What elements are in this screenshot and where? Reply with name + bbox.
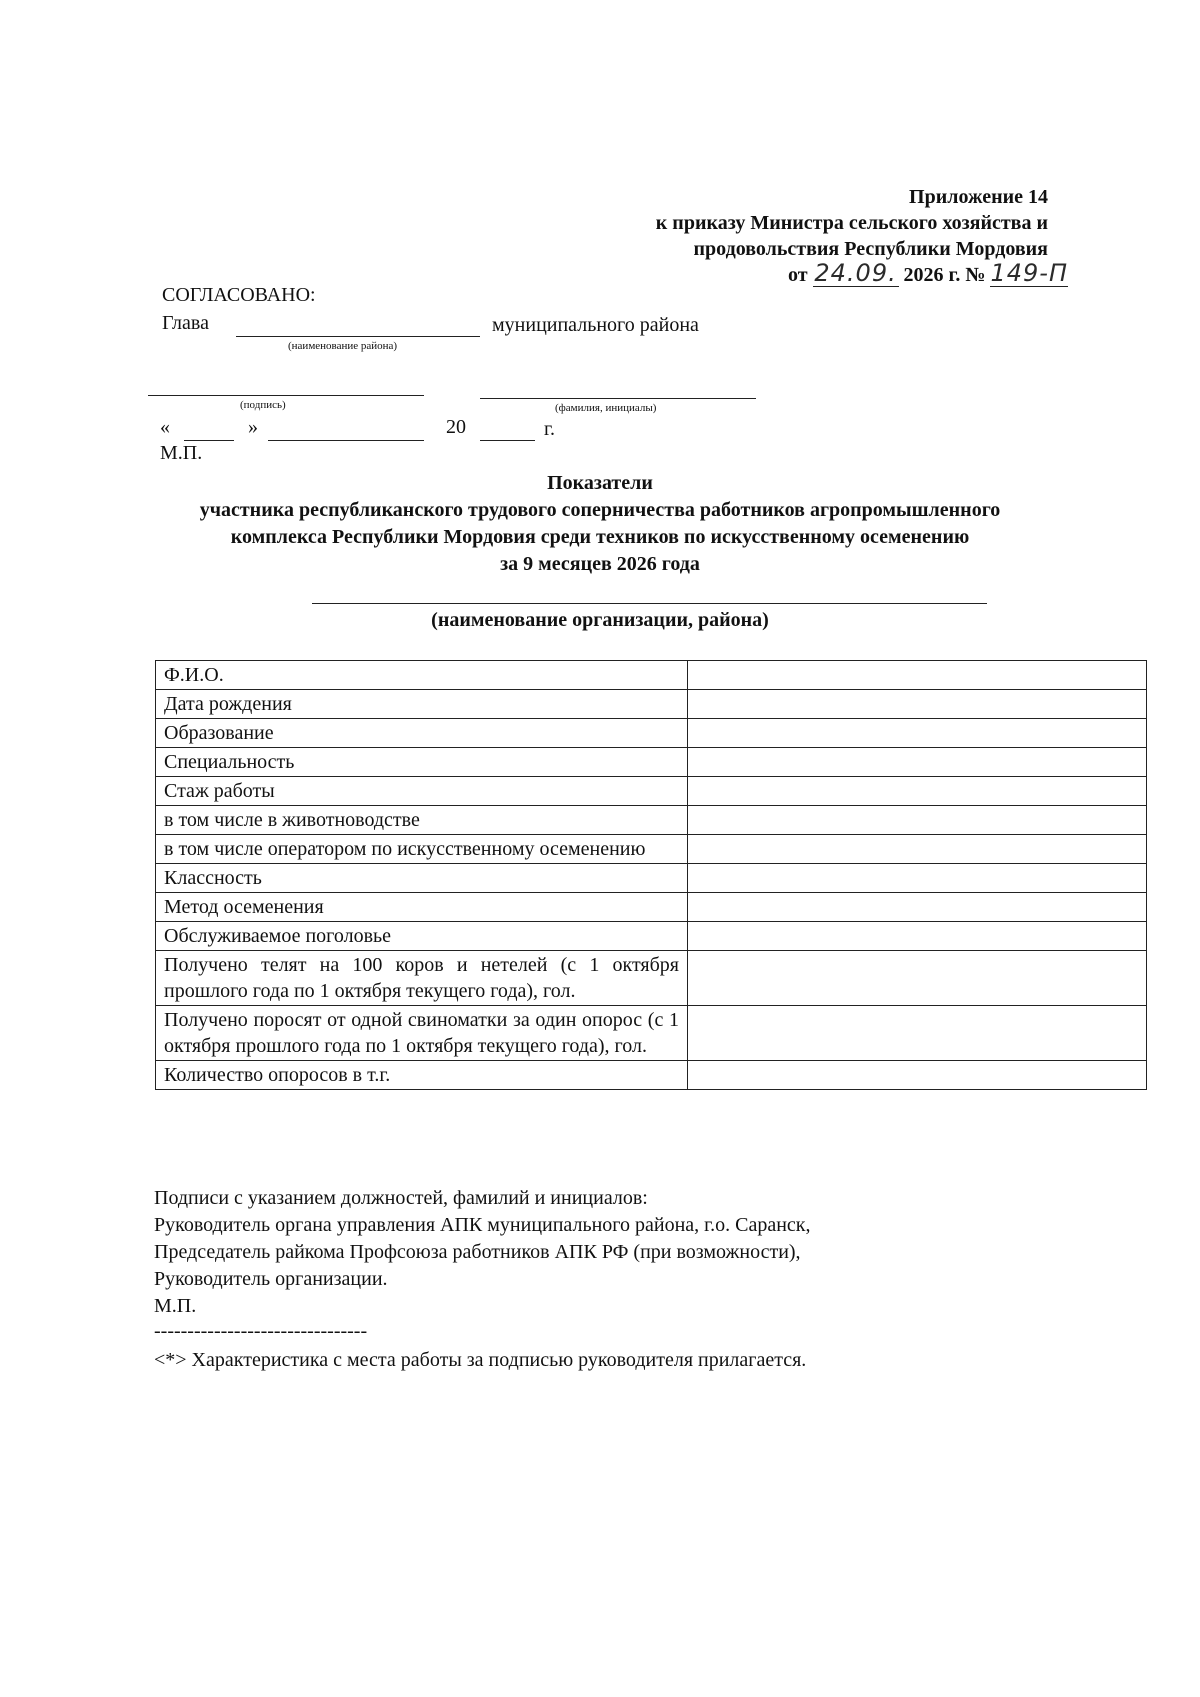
head-label: Глава	[162, 312, 209, 334]
table-row	[156, 806, 1147, 835]
row-value	[688, 951, 1147, 1006]
table-row	[156, 661, 1147, 690]
signature-line-1: Руководитель органа управления АПК муниципального района, г.о. Саранск,	[154, 1214, 811, 1236]
date-quote-open: «	[160, 416, 170, 438]
table-row	[156, 690, 1147, 719]
row-value	[688, 777, 1147, 806]
document-title: Показатели	[547, 472, 653, 494]
order-line-1: к приказу Министра сельского хозяйства и	[655, 212, 1048, 234]
row-label: Классность	[156, 864, 688, 893]
row-label: Образование	[156, 719, 688, 748]
document-subtitle-line-1: участника республиканского трудового соперничества работников агропромышленного	[199, 499, 1001, 521]
organization-name-line	[312, 603, 987, 604]
indicators-table	[155, 660, 1147, 1090]
approval-seal: М.П.	[160, 442, 203, 464]
row-label: в том числе оператором по искусственному осеменению	[156, 835, 688, 864]
row-label: Специальность	[156, 748, 688, 777]
order-year: 2026 г. №	[903, 264, 986, 286]
row-value	[688, 1006, 1147, 1061]
row-value	[688, 1061, 1147, 1090]
row-value	[688, 690, 1147, 719]
signature-caption: (подпись)	[240, 399, 286, 411]
district-suffix: муниципального района	[492, 314, 699, 336]
row-label: Стаж работы	[156, 777, 688, 806]
signature-line-2: Председатель райкома Профсоюза работников АПК РФ (при возможности),	[154, 1241, 801, 1263]
appendix-number: Приложение 14	[909, 186, 1048, 208]
table-row	[156, 922, 1147, 951]
row-label: Получено телят на 100 коров и нетелей (с 1 октября прошлого года по 1 октября текущего года), гол.	[156, 951, 688, 1006]
row-label: Обслуживаемое поголовье	[156, 922, 688, 951]
table-row	[156, 835, 1147, 864]
row-label: Ф.И.О.	[156, 661, 688, 690]
order-date-line	[788, 260, 1068, 288]
document-subtitle-line-2: комплекса Республики Мордовия среди техников по искусственному осеменению	[230, 526, 970, 548]
row-value	[688, 748, 1147, 777]
footnote: <*> Характеристика с места работы за подписью руководителя прилагается.	[154, 1349, 807, 1371]
row-value	[688, 893, 1147, 922]
table-row	[156, 777, 1147, 806]
district-name-line	[236, 336, 480, 337]
row-value	[688, 864, 1147, 893]
row-value	[688, 922, 1147, 951]
document-subtitle-line-3: за 9 месяцев 2026 года	[500, 553, 700, 575]
signatures-intro: Подписи с указанием должностей, фамилий и инициалов:	[154, 1187, 648, 1209]
date-day-line	[184, 440, 234, 441]
order-date-handwritten: 24.09.	[814, 259, 897, 287]
row-label: в том числе в животноводстве	[156, 806, 688, 835]
signature-line	[148, 395, 424, 396]
name-line	[480, 398, 756, 399]
row-value	[688, 719, 1147, 748]
row-value	[688, 661, 1147, 690]
table-row	[156, 1061, 1147, 1090]
table-row	[156, 951, 1147, 1006]
name-caption: (фамилия, инициалы)	[555, 402, 657, 414]
order-number-handwritten: 149-П	[990, 259, 1068, 287]
table-row	[156, 719, 1147, 748]
signature-line-3: Руководитель организации.	[154, 1268, 388, 1290]
row-value	[688, 835, 1147, 864]
date-month-line	[268, 440, 424, 441]
row-label: Количество опоросов в т.г.	[156, 1061, 688, 1090]
table-row	[156, 748, 1147, 777]
organization-caption: (наименование организации, района)	[431, 609, 769, 631]
row-label: Получено поросят от одной свиноматки за один опорос (с 1 октября прошлого года по 1 октября текущего года), гол.	[156, 1006, 688, 1061]
row-label: Дата рождения	[156, 690, 688, 719]
table-row	[156, 1006, 1147, 1061]
order-line-2: продовольствия Республики Мордовия	[693, 238, 1048, 260]
footer-seal: М.П.	[154, 1295, 197, 1317]
from-prefix: от	[787, 264, 808, 286]
date-quote-close: »	[248, 416, 258, 438]
table-row	[156, 864, 1147, 893]
approval-title: СОГЛАСОВАНО:	[162, 284, 316, 306]
row-label: Метод осеменения	[156, 893, 688, 922]
district-caption: (наименование района)	[288, 340, 398, 352]
footnote-divider: --------------------------------	[154, 1320, 368, 1342]
row-value	[688, 806, 1147, 835]
date-year-line	[480, 440, 535, 441]
year-suffix: г.	[544, 418, 555, 440]
year-prefix: 20	[446, 416, 466, 438]
table-row	[156, 893, 1147, 922]
